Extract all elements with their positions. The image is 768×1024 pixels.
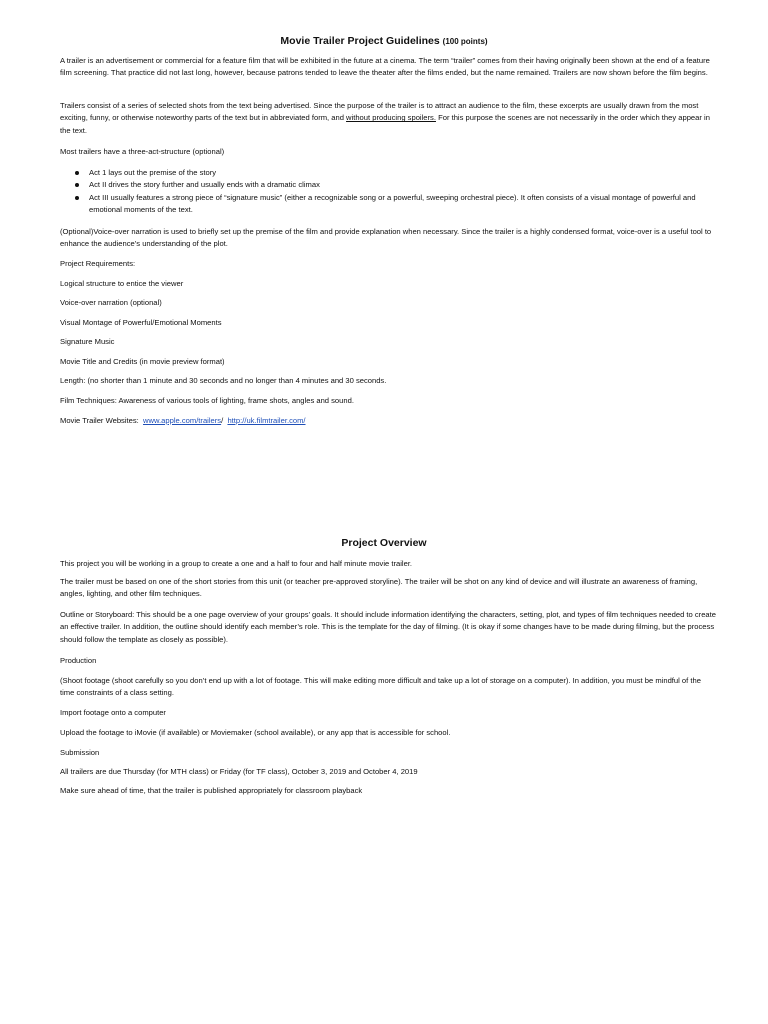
requirement-item: Length: (no shorter than 1 minute and 30 seconds and no longer than 4 minutes and 30 seconds. (60, 376, 387, 385)
guidelines-title (0, 35, 768, 47)
act-2-text: Act II drives the story further and usually ends with a dramatic climax (89, 180, 320, 190)
publish-paragraph: Make sure ahead of time, that the trailer is published appropriately for classroom playback (60, 786, 363, 795)
list-item (60, 192, 716, 217)
purpose-text-end: For this purpose the scenes are not necessarily in the order which they appear in the text. (60, 113, 710, 135)
list-item (60, 167, 716, 179)
requirements-heading: Project Requirements: (60, 259, 136, 268)
list-item (60, 179, 716, 191)
link-separator: / (221, 416, 224, 425)
bullet-icon (75, 183, 79, 187)
act-1-text: Act 1 lays out the premise of the story (89, 168, 217, 177)
apple-trailers-link[interactable]: www.apple.com/trailers (143, 416, 222, 425)
production-heading: Production (60, 656, 97, 665)
intro-paragraph: A trailer is an advertisement or commercial for a feature film that will be exhibited in the future at a cinema. The term “trailer” comes from their having originally been shown at the end of a feature film screening. That practice did not last long, however, because patrons tended to leave the theater after the films ended, but the name remained. Trailers are now shown before the film begins. (60, 56, 710, 78)
import-paragraph: Import footage onto a computer (60, 708, 166, 717)
overview-paragraph: The trailer must be based on one of the short stories from this unit (or teacher pre-approved storyline). The trailer will be shot on any kind of device and will illustrate an awareness of framing, angles, lighting, and other film techniques. (60, 577, 698, 599)
voiceover-paragraph: (Optional)Voice-over narration is used to briefly set up the premise of the film and provide explanation when necessary. Since the trailer is a highly condensed format, voice-over is a useful tool to enhance the audience’s understanding of the plot. (60, 227, 712, 249)
websites-label: Movie Trailer Websites: (60, 416, 139, 425)
bullet-icon (75, 196, 79, 200)
structure-heading: Most trailers have a three-act-structure (optional) (60, 147, 225, 156)
requirement-item: Movie Title and Credits (in movie preview format) (60, 357, 225, 366)
acts-list (60, 167, 716, 216)
due-date-paragraph: All trailers are due Thursday (for MTH class) or Friday (for TF class), October 3, 2019 and October 4, 2019 (60, 767, 418, 776)
act-3-text: Act III usually features a strong piece of “signature music” (either a recognizable song or a powerful, sweeping orchestral piece). It often consists of a visual montage of powerful and emotional moments of the text. (89, 192, 696, 214)
submission-heading: Submission (60, 748, 100, 757)
requirement-item: Logical structure to entice the viewer (60, 279, 184, 288)
outline-paragraph: Outline or Storyboard: This should be a one page overview of your groups’ goals. It should include information identifying the characters, setting, plot, and types of film techniques needed to create an effective trailer. In addition, the outline should identify each member’s role. This is the template for the day of filming. (It is okay if some changes have to be made during filming, but the process should follow the template as closely as possible). (60, 610, 716, 644)
no-spoilers-underlined: without producing spoilers. (346, 113, 436, 123)
guidelines-points: (100 points) (442, 37, 488, 46)
purpose-text-start: Trailers consist of a series of selected shots from the text being advertised. Since the purpose of the trailer is to attract an audience to the film, these excerpts are usually drawn from the most exciting, funny, or otherwise noteworthy parts of the text but in abbreviated form, and (60, 101, 699, 123)
requirement-item: Film Techniques: Awareness of various tools of lighting, frame shots, angles and sound. (60, 396, 354, 405)
filmtrailer-link[interactable]: http://uk.filmtrailer.com/ (227, 416, 306, 425)
overview-paragraph: This project you will be working in a group to create a one and a half to four and half minute movie trailer. (60, 559, 413, 568)
websites-line (60, 415, 716, 427)
requirement-item: Voice-over narration (optional) (60, 298, 162, 307)
upload-paragraph: Upload the footage to iMovie (if available) or Moviemaker (school available), or any app that is accessible for school. (60, 728, 451, 737)
overview-title: Project Overview (341, 537, 427, 549)
requirement-item: Signature Music (60, 337, 115, 346)
purpose-paragraph (60, 100, 716, 137)
requirement-item: Visual Montage of Powerful/Emotional Moments (60, 318, 222, 327)
production-paragraph: (Shoot footage (shoot carefully so you don’t end up with a lot of footage. This will make editing more difficult and take up a lot of storage on a computer). In addition, you must be mindful of the time constraints of a class setting. (60, 676, 701, 698)
bullet-icon (75, 171, 79, 175)
guidelines-title-text: Movie Trailer Project Guidelines (280, 35, 440, 47)
